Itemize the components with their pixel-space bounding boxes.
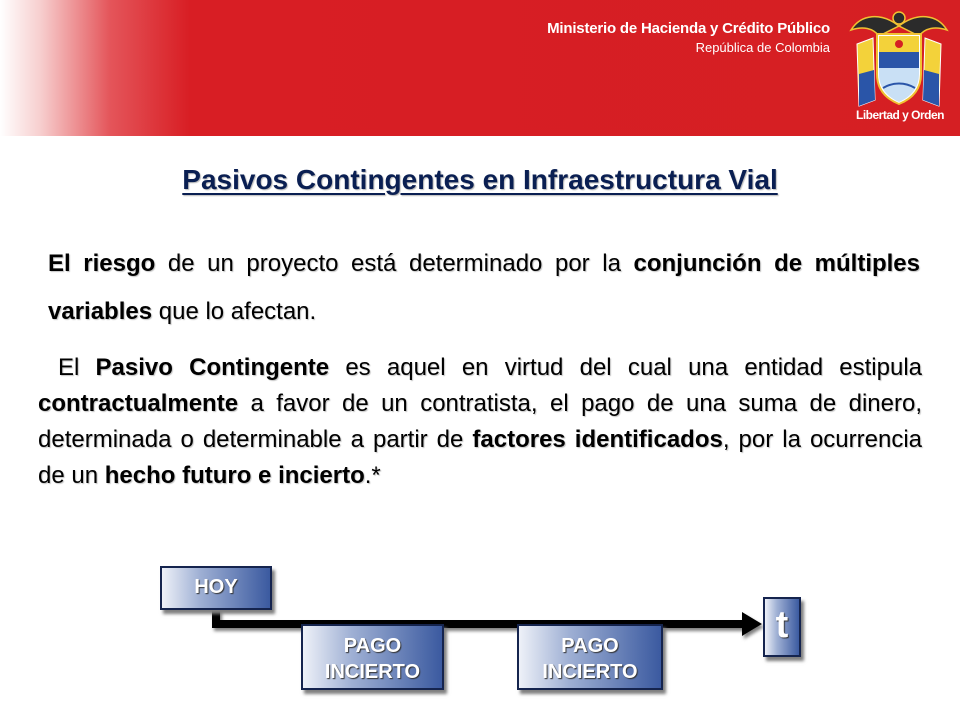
page-title: Pasivos Contingentes en Infraestructura Vial — [182, 164, 778, 195]
def-text-2: es aquel en virtud del cual una entidad estipula — [329, 354, 922, 381]
motto-text: Libertad y Orden — [855, 108, 945, 122]
def-bold-3: factores identificados — [472, 426, 723, 453]
def-bold-2: contractualmente — [38, 390, 239, 417]
ministry-name: Ministerio de Hacienda y Crédito Público — [547, 20, 830, 37]
def-text-5: .* — [364, 462, 381, 489]
pago-1-line-1: PAGO — [343, 635, 402, 657]
pago-1-line-2: INCIERTO — [324, 661, 421, 683]
risk-bold-2: conjunción de múltiples variables — [48, 250, 921, 325]
risk-bold-1: El riesgo — [48, 250, 156, 277]
def-bold-1: Pasivo Contingente — [95, 354, 330, 381]
def-text-1: El — [58, 354, 96, 381]
risk-text-1: de un proyecto está determinado por la — [155, 250, 634, 277]
def-text-3: a favor de un contratista, el pago de una suma de dinero, determinada o determinable a partir de — [38, 390, 922, 453]
country-name: República de Colombia — [695, 40, 830, 55]
pago-2-line-1: PAGO — [561, 635, 619, 657]
pago-incierto-box-2 — [517, 624, 663, 690]
def-bold-4: hecho futuro e incierto — [104, 462, 365, 489]
pago-2-line-2: INCIERTO — [542, 661, 638, 683]
pago-incierto-box-1 — [301, 624, 444, 690]
hoy-box: HOY — [160, 566, 272, 610]
def-text-4: , por la ocurrencia de un — [38, 426, 922, 489]
time-t-box: t — [763, 597, 801, 657]
risk-text-2: que lo afectan. — [152, 298, 317, 325]
